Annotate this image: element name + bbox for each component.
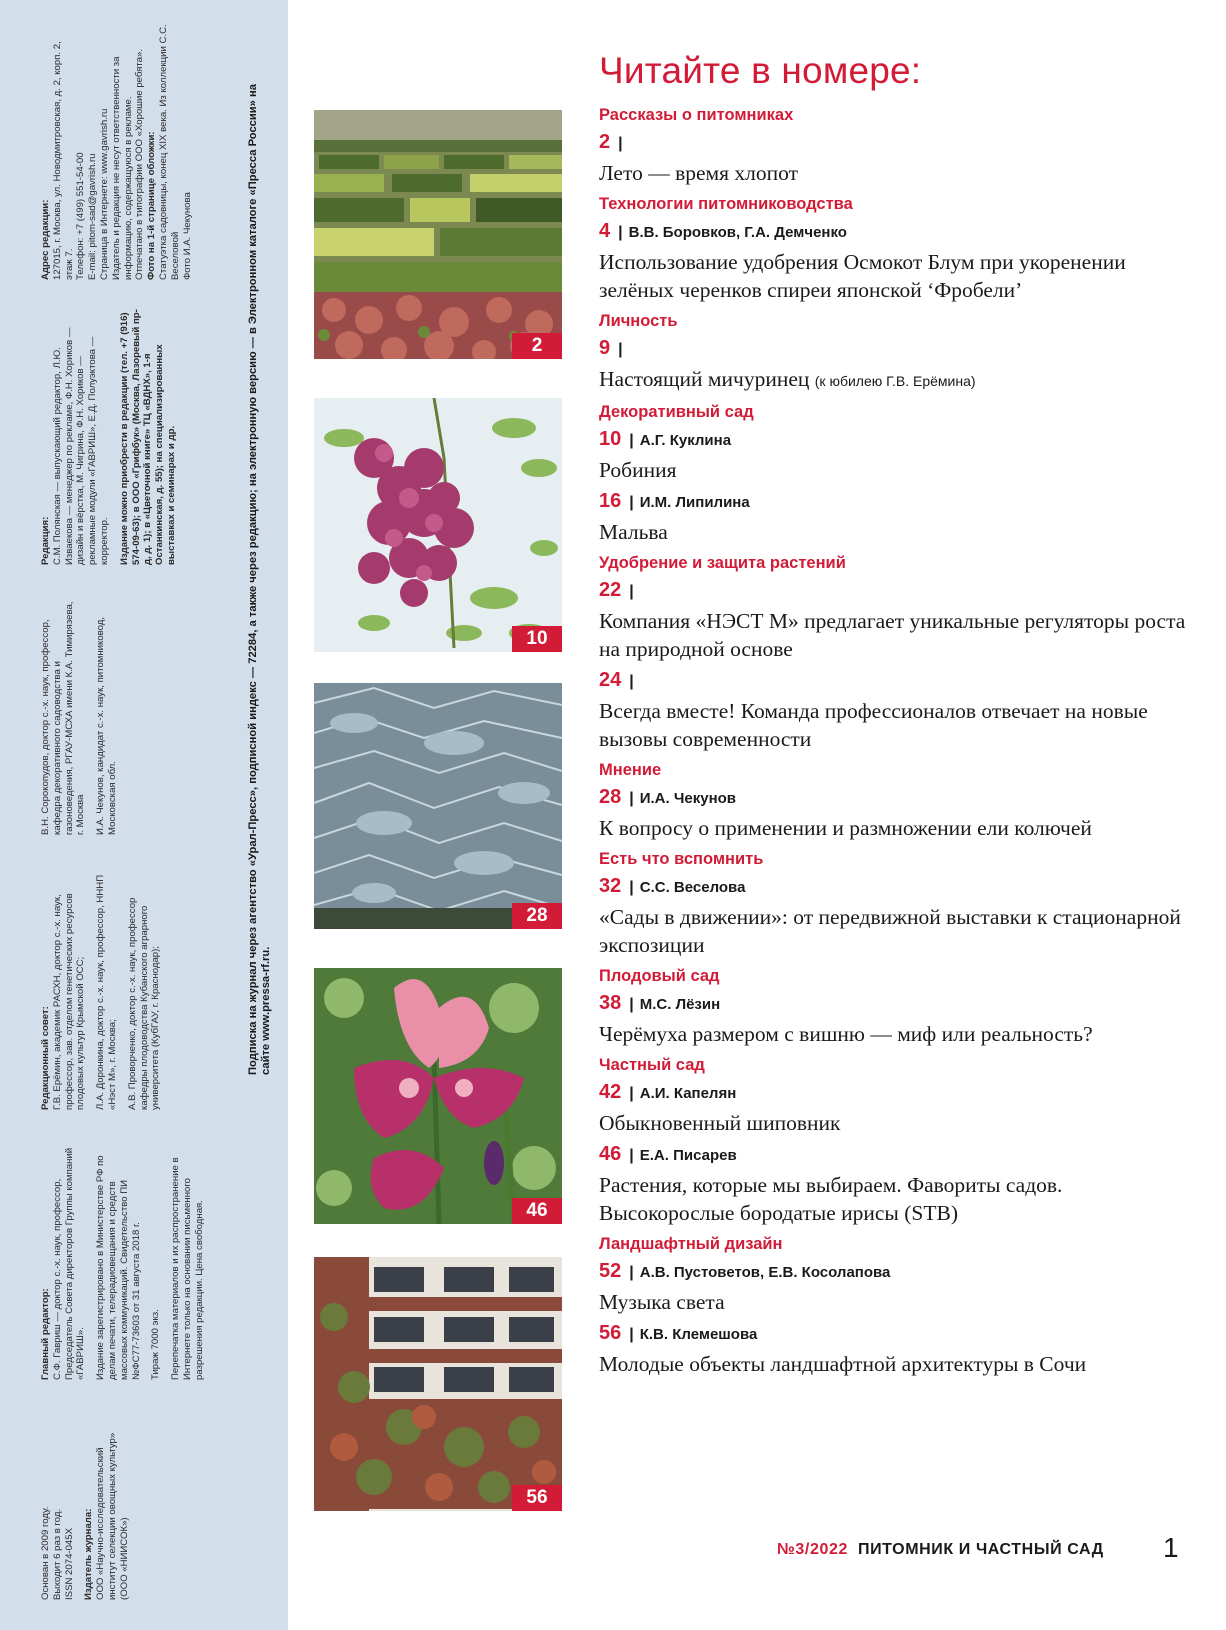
photo-badge: 28 (512, 903, 562, 929)
imprint-address-label: Адрес редакции: (40, 199, 51, 280)
article-title: Мальва (599, 520, 668, 544)
imprint-frequency: Выходит 6 раз в год. (51, 1508, 63, 1600)
photo-badge: 10 (512, 626, 562, 652)
toc-entry[interactable] (599, 875, 1199, 959)
imprint-council-label: Редакционный совет: (40, 1006, 51, 1110)
page-ref: 52 (599, 1260, 622, 1282)
page-ref: 46 (599, 1143, 622, 1165)
article-title-line (599, 1171, 1199, 1227)
imprint-col-3 (40, 870, 170, 1110)
imprint-chief-text: С.Ф. Гавриш — доктор с.-х. наук, профессор, Председатель Совета директоров Группы компаний «ГАВРИШ». (51, 1147, 87, 1380)
divider-bar: | (618, 224, 623, 241)
imprint-address-text: 127015, г. Москва, ул. Новодмитровская, д. 2, корп. 2, этаж 7. (51, 41, 75, 280)
imprint-chief-label: Главный редактор: (40, 1288, 51, 1380)
toc-entry[interactable] (599, 490, 1199, 546)
entry-number-line (599, 1081, 1199, 1105)
toc-entry[interactable] (599, 669, 1199, 753)
imprint-council-2: Л.А. Доронкина, доктор с.-х. наук, профессор, НННП «Нэст М», г. Москва; (95, 874, 118, 1110)
page-ref: 32 (599, 875, 622, 897)
page-ref: 24 (599, 669, 622, 691)
section-category: Декоративный сад (599, 403, 754, 421)
imprint-col-6 (40, 20, 193, 280)
imprint-email: E-mail: pitom-sad@gavrish.ru (87, 153, 99, 280)
imprint-subscription: Подписка на журнал через агентство «Урал-Пресс», подписной индекс — 72284, а также через редакцию; на электронную версию — в Электронном каталоге «Пресса России» на сайте www.pressa-rf.ru. (247, 84, 272, 1075)
photo-nursery (314, 110, 562, 359)
imprint-council-1: Г.В. Ерёмин, академик РАСХН, доктор с.-х. наук, профессор, зав. отделом генетических ресурсов плодовых культур Крымской ОСС; (51, 893, 87, 1110)
imprint-council-4: В.Н. Сорокопудов, доктор с.-х. наук, профессор, кафедра декоративного садоводства и газоноведения, РГАУ-МСХА имени К.А. Тимирязева, г. Москва (40, 601, 87, 835)
toc-section (599, 850, 1199, 959)
article-title: Обыкновенный шиповник (599, 1111, 841, 1135)
page-ref: 4 (599, 220, 611, 242)
toc-section (599, 761, 1199, 842)
page-ref: 28 (599, 786, 622, 808)
imprint-printed: Отпечатано в типографии ООО «Хорошие ребята». (134, 48, 146, 280)
page-ref: 16 (599, 490, 622, 512)
article-title: Компания «НЭСТ М» предлагает уникальные регуляторы роста на природной основе (599, 609, 1186, 661)
entry-number-line (599, 490, 1199, 514)
article-title: Музыка света (599, 1290, 725, 1314)
divider-bar: | (629, 1264, 634, 1281)
imprint-cover-photo: Фото И.А. Чекунова (181, 192, 193, 280)
entry-number-line (599, 337, 1199, 361)
entry-number-line (599, 220, 1199, 244)
entry-number-line (599, 786, 1199, 810)
article-title: К вопросу о применении и размножении ели колючей (599, 816, 1092, 840)
building-image (314, 1257, 562, 1511)
imprint-founded: Основан в 2009 году. (40, 1506, 51, 1600)
imprint-council-3: А.В. Проворченко, доктор с.-х. наук, профессор кафедры плодоводства Кубанского аграрного университета (КубГАУ, г. Краснодар); (126, 897, 162, 1110)
spruce-image (314, 683, 562, 929)
article-title-line (599, 365, 1199, 395)
article-title-line (599, 456, 1199, 484)
page-ref: 38 (599, 992, 622, 1014)
entry-author: С.С. Веселова (639, 879, 746, 896)
entry-number-line (599, 875, 1199, 899)
article-title-line (599, 248, 1199, 304)
imprint-col-4 (40, 595, 127, 835)
divider-bar: | (629, 1147, 634, 1164)
section-category: Мнение (599, 761, 662, 779)
imprint-cover-label: Фото на 1-й странице обложки: (146, 131, 158, 280)
divider-bar: | (629, 583, 634, 600)
entry-author: И.М. Липилина (639, 494, 750, 511)
divider-bar: | (629, 790, 634, 807)
article-title-line (599, 1109, 1199, 1137)
imprint-website: Страница в Интернете: www.gavrish.ru (98, 108, 110, 280)
photo-badge: 56 (512, 1485, 562, 1511)
section-category: Есть что вспомнить (599, 850, 764, 868)
photo-robinia (314, 398, 562, 652)
toc-entry[interactable] (599, 1322, 1199, 1378)
toc-section (599, 312, 1199, 395)
imprint-price: Цена свободная. (193, 1200, 205, 1276)
toc-entry[interactable] (599, 786, 1199, 842)
article-title: «Сады в движении»: от передвижной выставки к стационарной экспозиции (599, 905, 1181, 957)
toc-entry[interactable] (599, 220, 1199, 304)
article-title-line (599, 903, 1199, 959)
article-title: Черёмуха размером с вишню — миф или реальность? (599, 1022, 1093, 1046)
toc-entry[interactable] (599, 131, 1199, 187)
imprint-council-5: И.А. Чекунов, кандидат с.-х. наук, питомниковод, Московская обл. (95, 616, 118, 835)
photo-iris (314, 968, 562, 1224)
toc-title: Читайте в номере: (599, 50, 922, 91)
toc-sections (599, 106, 1199, 1378)
article-title-line (599, 1020, 1199, 1048)
toc-entry[interactable] (599, 579, 1199, 663)
toc-entry[interactable] (599, 1081, 1199, 1137)
imprint-col-5 (40, 305, 186, 565)
imprint-buy-text: Издание можно приобрести в редакции (тел. +7 (916) 574-09-63); в ООО «Грифбук» (Москва, Лазоревый пр-д, д. 1); в «Цветочной книге» ТЦ «ВДНХ», 1-я Останкинская, д. 55); на специализированных выставках и семинарах и др. (118, 309, 177, 565)
toc-section (599, 967, 1199, 1048)
page-footer (777, 1541, 1104, 1559)
page-ref: 2 (599, 131, 611, 153)
entry-number-line (599, 1143, 1199, 1167)
issue-number: №3/2022 (777, 1541, 848, 1558)
robinia-image (314, 398, 562, 652)
divider-bar: | (629, 1085, 634, 1102)
imprint-publisher-text: ООО «Научно-исследовательский институт селекции овощных культур» (ООО «НИИСОК») (95, 1432, 130, 1600)
article-title: Настоящий мичуринец (599, 367, 810, 391)
divider-bar: | (629, 1326, 634, 1343)
imprint-disclaimer: Издатель и редакция не несут ответственности за информацию, содержащуюся в рекламе. (110, 56, 134, 280)
page-ref: 56 (599, 1322, 622, 1344)
section-category: Технологии питомниководства (599, 195, 853, 213)
entry-author: Е.А. Писарев (639, 1147, 737, 1164)
photo-spruce (314, 683, 562, 929)
toc-section (599, 403, 1199, 546)
entry-number-line (599, 992, 1199, 1016)
imprint-circulation: Тираж 7000 экз. (150, 1309, 162, 1380)
entry-number-line (599, 579, 1199, 603)
article-title: Использование удобрения Осмокот Блум при укоренении зелёных черенков спиреи японской ‘Фробели’ (599, 250, 1126, 302)
article-title: Молодые объекты ландшафтной архитектуры в Сочи (599, 1352, 1087, 1376)
table-of-contents (599, 50, 1199, 1386)
imprint-publisher-label: Издатель журнала: (83, 1508, 95, 1600)
imprint-col-1 (40, 1410, 139, 1600)
magazine-name: ПИТОМНИК И ЧАСТНЫЙ САД (857, 1541, 1104, 1558)
article-title-line (599, 1288, 1199, 1316)
toc-section (599, 195, 1199, 304)
section-category: Частный сад (599, 1056, 705, 1074)
entry-author: А.Г. Куклина (639, 432, 732, 449)
article-title-line (599, 159, 1199, 187)
divider-bar: | (618, 341, 623, 358)
divider-bar: | (629, 879, 634, 896)
toc-section (599, 106, 1199, 187)
imprint-issn: ISSN 2074-045X (63, 1528, 75, 1600)
divider-bar: | (629, 432, 634, 449)
toc-entry[interactable] (599, 992, 1199, 1048)
photo-badge: 46 (512, 1198, 562, 1224)
page-ref: 42 (599, 1081, 622, 1103)
page-number: 1 (1163, 1532, 1179, 1563)
entry-author: М.С. Лёзин (639, 996, 721, 1013)
entry-author: А.В. Пустоветов, Е.В. Косолапова (639, 1264, 891, 1281)
imprint-sidebar (0, 0, 288, 1630)
section-category: Плодовый сад (599, 967, 720, 985)
article-title: Всегда вместе! Команда профессионалов отвечает на новые вызовы современности (599, 699, 1148, 751)
entry-author: В.В. Боровков, Г.А. Демченко (628, 224, 847, 241)
toc-entry[interactable] (599, 428, 1199, 484)
entry-number-line (599, 669, 1199, 693)
toc-section (599, 1056, 1199, 1227)
nursery-image (314, 110, 562, 359)
entry-number-line (599, 131, 1199, 155)
imprint-certificate: Свидетельство ПИ №ФС77-73603 от 31 августа 2018 г. (118, 1180, 142, 1380)
entry-number-line (599, 1322, 1199, 1346)
imprint-cover-text: Статуэтка садовницы, конец XIX века. Из коллекции С.С. Веселовой (157, 24, 181, 280)
photo-badge: 2 (512, 333, 562, 359)
section-category: Рассказы о питомниках (599, 106, 794, 124)
imprint-editors-text: С.М. Полянская — выпускающий редактор, Л.Ю. Изваекова — менеджер по рекламе, Ф.Н. Хориков — дизайн и вёрстка, М. Чигрина, Ф.Н. Хориков — рекламные модули «ГАВРИШ», Е.Д. Полуэктова — корректор. (51, 327, 110, 565)
entry-author: А.И. Капелян (639, 1085, 737, 1102)
article-title-line (599, 814, 1199, 842)
divider-bar: | (629, 494, 634, 511)
section-category: Ландшафтный дизайн (599, 1235, 783, 1253)
imprint-registration: Издание зарегистрировано в Министерстве РФ по делам печати, телерадиовещания и средств массовых коммуникаций. (95, 1155, 130, 1380)
photo-building (314, 1257, 562, 1511)
imprint-reprint: Перепечатка материалов и их распространение в Интернете только на основании письменного разрешения редакции. (170, 1157, 205, 1380)
section-category: Удобрение и защита растений (599, 554, 846, 572)
page-ref: 22 (599, 579, 622, 601)
imprint-col-2 (40, 1140, 214, 1380)
article-title: Растения, которые мы выбираем. Фавориты садов. Высокорослые бородатые ирисы (STB) (599, 1173, 1063, 1225)
imprint-phone: Телефон: +7 (499) 551-54-00 (75, 152, 87, 280)
divider-bar: | (618, 135, 623, 152)
article-note: (к юбилею Г.В. Ерёмина) (814, 373, 976, 389)
imprint-editors-label: Редакция: (40, 516, 51, 565)
page-ref: 10 (599, 428, 622, 450)
article-title-line (599, 1350, 1199, 1378)
toc-section (599, 554, 1199, 753)
entry-number-line (599, 1260, 1199, 1284)
toc-section (599, 1235, 1199, 1378)
article-title-line (599, 697, 1199, 753)
entry-author: К.В. Клемешова (639, 1326, 758, 1343)
toc-entry[interactable] (599, 337, 1199, 395)
divider-bar: | (629, 673, 634, 690)
divider-bar: | (629, 996, 634, 1013)
article-title: Лето — время хлопот (599, 161, 799, 185)
toc-entry[interactable] (599, 1143, 1199, 1227)
entry-number-line (599, 428, 1199, 452)
imprint-rotated-block (0, 0, 288, 1630)
page-ref: 9 (599, 337, 611, 359)
article-title: Робиния (599, 458, 677, 482)
article-title-line (599, 518, 1199, 546)
section-category: Личность (599, 312, 678, 330)
toc-entry[interactable] (599, 1260, 1199, 1316)
iris-image (314, 968, 562, 1224)
article-title-line (599, 607, 1199, 663)
entry-author: И.А. Чекунов (639, 790, 737, 807)
